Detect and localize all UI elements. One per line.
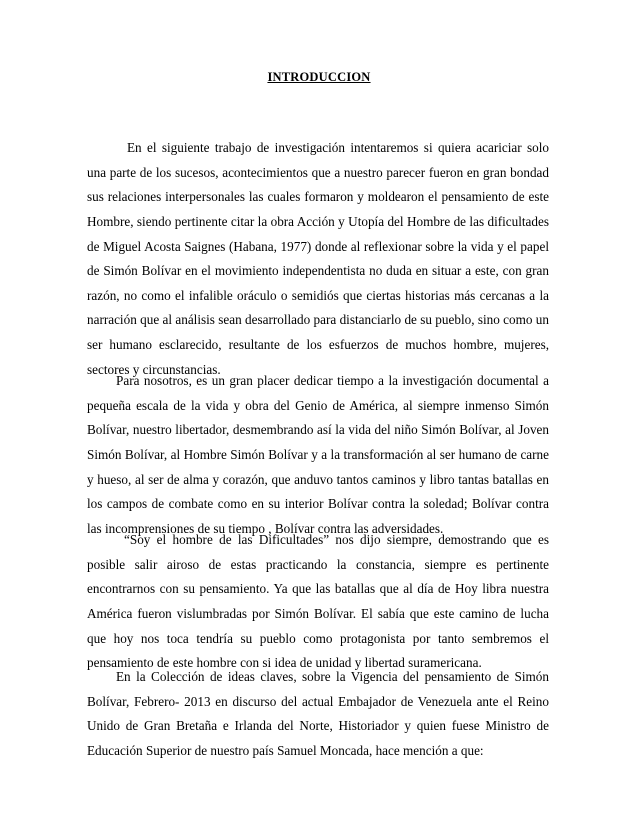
paragraph-investigation: Para nosotros, es un gran placer dedicar tiempo a la investigación documental a pequeña escala de la vida y obra del Genio de América, al siempre inmenso Simón Bolívar, nuestro libertador, desmembrando así la vida del niño Simón Bolívar, al Joven Simón Bolívar, al Hombre Simón Bolívar y a la transformación al ser humano de carne y hueso, al ser de alma y corazón, que anduvo tantos caminos y libro tantas batallas en los campos de combate como en su interior Bolívar contra la soledad; Bolívar contra las incomprensiones de su tiempo , Bolívar contra las adversidades. — [87, 373, 549, 536]
page-title: INTRODUCCION — [267, 70, 371, 84]
paragraph-introduction: En el siguiente trabajo de investigación intentaremos si quiera acariciar solo una parte de los sucesos, acontecimientos que a nuestro parecer fueron en gran bondad sus relaciones interpersonales las cuales formaron y moldearon el pensamiento de este Hombre, siendo pertinente citar la obra Acción y Utopía del Hombre de las dificultades de Miguel Acosta Saignes (Habana, 1977) donde al reflexionar sobre la vida y el papel de Simón Bolívar en el movimiento independentista no duda en situar a este, con gran razón, no como el infalible oráculo o semidiós que ciertas historias más cercanas a la narración que al análisis sean desarrollado para distanciarlo de su pueblo, sino como un ser humano esclarecido, resultante de los esfuerzos de muchos hombre, mujeres, sectores y circunstancias. — [87, 140, 549, 377]
paragraph-collection: En la Colección de ideas claves, sobre la Vigencia del pensamiento de Simón Bolívar, Febrero- 2013 en discurso del actual Embajador de Venezuela ante el Reino Unido de Gran Bretaña e Irlanda del Norte, Historiador y quien fuese Ministro de Educación Superior de nuestro país Samuel Moncada, hace mención a que: — [87, 669, 549, 758]
paragraph-quote: “Soy el hombre de las Dificultades” nos dijo siempre, demostrando que es posible salir airoso de estas practicando la constancia, siempre es pertinente encontrarnos con su pensamiento. Ya que las batallas que al día de Hoy libra nuestra América fueron vislumbradas por Simón Bolívar. El sabía que este camino de lucha que hoy nos toca tendría su pueblo como protagonista por tanto sembremos el pensamiento de este hombre con si idea de unidad y libertad suramericana. — [87, 532, 549, 671]
